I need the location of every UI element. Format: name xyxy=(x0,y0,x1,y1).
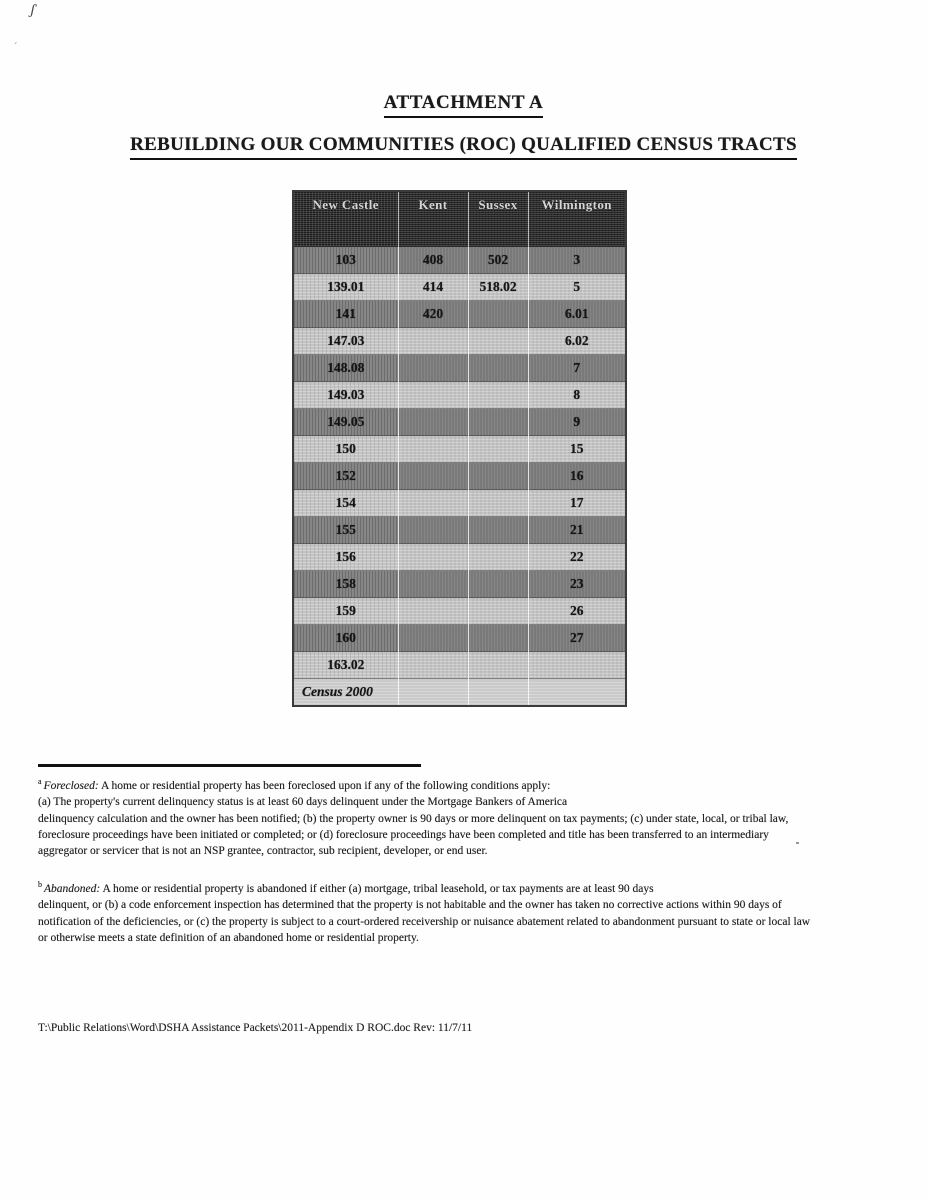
tract-cell: 5 xyxy=(528,274,626,301)
tract-cell xyxy=(468,598,528,625)
tract-cell: 150 xyxy=(293,436,398,463)
tract-cell: 26 xyxy=(528,598,626,625)
tract-cell: 17 xyxy=(528,490,626,517)
tract-cell xyxy=(398,463,468,490)
scan-artifact: ˊ xyxy=(14,42,18,53)
tract-cell: 148.08 xyxy=(293,355,398,382)
tract-cell xyxy=(468,490,528,517)
footnote-line: or otherwise meets a state definition of an abandoned home or residential property. xyxy=(38,931,419,944)
tract-cell xyxy=(398,409,468,436)
tract-cell xyxy=(468,679,528,707)
footnote-term: Abandoned: xyxy=(44,882,101,895)
footnotes xyxy=(38,774,894,963)
tract-cell xyxy=(398,544,468,571)
tract-cell: 152 xyxy=(293,463,398,490)
footnote-line: delinquency calculation and the owner has been notified; (b) the property owner is 90 days or more delinquent on tax payments; (c) under state, local, or tribal law, xyxy=(38,812,789,825)
tract-cell xyxy=(468,382,528,409)
tract-cell: 408 xyxy=(398,247,468,274)
footnote-separator xyxy=(38,764,421,767)
tract-cell xyxy=(468,436,528,463)
table-row xyxy=(293,301,626,328)
footnote xyxy=(38,877,894,946)
table-row xyxy=(293,625,626,652)
footnote-text: A home or residential property has been foreclosed upon if any of the following conditions apply: xyxy=(98,779,551,792)
footnote-text: A home or residential property is abandoned if either (a) mortgage, tribal leasehold, or tax payments are at least 90 days xyxy=(100,882,654,895)
tract-table-header xyxy=(293,191,626,247)
tract-cell: 155 xyxy=(293,517,398,544)
tract-cell xyxy=(398,328,468,355)
table-row xyxy=(293,355,626,382)
tract-cell: 141 xyxy=(293,301,398,328)
table-row xyxy=(293,382,626,409)
footnote-line: (a) The property's current delinquency status is at least 60 days delinquent under the Mortgage Bankers of America xyxy=(38,796,568,809)
tract-cell: 8 xyxy=(528,382,626,409)
tract-cell: 15 xyxy=(528,436,626,463)
tract-cell xyxy=(398,517,468,544)
table-row xyxy=(293,652,626,679)
tract-cell xyxy=(398,355,468,382)
scan-artifact: ʃ̍ xyxy=(28,1,35,19)
tract-cell xyxy=(468,652,528,679)
footnote-term: Foreclosed: xyxy=(43,779,99,792)
tract-cell xyxy=(468,517,528,544)
tract-cell: 139.01 xyxy=(293,274,398,301)
tract-cell: 149.05 xyxy=(293,409,398,436)
tract-cell xyxy=(398,598,468,625)
footnote-line: foreclosure proceedings have been initiated or completed; or (d) foreclosure proceedings have been completed and title has been transferred to an intermediary xyxy=(38,829,769,842)
tract-cell xyxy=(398,679,468,707)
tract-table-body xyxy=(293,247,626,707)
tract-cell xyxy=(468,544,528,571)
tract-cell xyxy=(528,652,626,679)
tract-cell xyxy=(468,328,528,355)
table-row xyxy=(293,571,626,598)
column-header: New Castle xyxy=(293,191,398,247)
page-subtitle: REBUILDING OUR COMMUNITIES (ROC) QUALIFIED CENSUS TRACTS xyxy=(0,134,927,160)
tract-cell: 22 xyxy=(528,544,626,571)
tract-cell: 21 xyxy=(528,517,626,544)
source-note-row xyxy=(293,679,626,707)
tract-cell xyxy=(398,490,468,517)
tract-cell xyxy=(398,571,468,598)
tract-cell: 414 xyxy=(398,274,468,301)
table-row xyxy=(293,517,626,544)
tract-cell: 158 xyxy=(293,571,398,598)
column-header: Kent xyxy=(398,191,468,247)
tract-cell: 27 xyxy=(528,625,626,652)
footnote-marker: a xyxy=(38,777,42,786)
column-header: Wilmington xyxy=(528,191,626,247)
tract-cell: 420 xyxy=(398,301,468,328)
tract-cell: 154 xyxy=(293,490,398,517)
table-row xyxy=(293,409,626,436)
tract-cell: 3 xyxy=(528,247,626,274)
tract-cell xyxy=(398,652,468,679)
tract-cell xyxy=(468,571,528,598)
source-note: Census 2000 xyxy=(293,679,398,707)
table-row xyxy=(293,544,626,571)
tract-cell: 156 xyxy=(293,544,398,571)
table-row xyxy=(293,274,626,301)
footnote-line: delinquent, or (b) a code enforcement inspection has determined that the property is not habitable and the owner has taken no corrective actions within 90 days of xyxy=(38,899,782,912)
tract-cell xyxy=(468,463,528,490)
tract-cell xyxy=(528,679,626,707)
tract-cell xyxy=(468,355,528,382)
footnote-line xyxy=(38,877,894,897)
tract-cell xyxy=(468,625,528,652)
tract-cell: 160 xyxy=(293,625,398,652)
header-row xyxy=(293,191,626,247)
table-row xyxy=(293,328,626,355)
footnote-marker: b xyxy=(38,879,42,889)
tract-cell: 23 xyxy=(528,571,626,598)
tract-cell xyxy=(398,625,468,652)
tract-cell: 518.02 xyxy=(468,274,528,301)
tract-cell: 149.03 xyxy=(293,382,398,409)
table-row xyxy=(293,436,626,463)
page-title: ATTACHMENT A xyxy=(0,92,927,118)
tract-cell: 502 xyxy=(468,247,528,274)
census-tract-table xyxy=(292,190,627,707)
tract-cell: 147.03 xyxy=(293,328,398,355)
tract-cell: 6.01 xyxy=(528,301,626,328)
file-path-footer: T:\Public Relations\Word\DSHA Assistance Packets\2011-Appendix D ROC.doc Rev: 11/7/11 xyxy=(38,1022,473,1034)
tract-cell: 16 xyxy=(528,463,626,490)
column-header: Sussex xyxy=(468,191,528,247)
tract-cell xyxy=(468,301,528,328)
tract-cell: 7 xyxy=(528,355,626,382)
tract-cell xyxy=(398,436,468,463)
tract-cell: 103 xyxy=(293,247,398,274)
table-row xyxy=(293,463,626,490)
tract-cell: 6.02 xyxy=(528,328,626,355)
footnote-line: aggregator or servicer that is not an NSP grantee, contractor, sub recipient, developer, or end user. xyxy=(38,845,488,858)
footnote-line: notification of the deficiencies, or (c) the property is subject to a court-ordered receivership or nuisance abatement related to abandonment pursuant to state or local law xyxy=(38,915,811,928)
footnote-line xyxy=(38,774,894,794)
tract-cell: 9 xyxy=(528,409,626,436)
footnote xyxy=(38,774,894,860)
table-row xyxy=(293,247,626,274)
table-row xyxy=(293,490,626,517)
tract-cell: 163.02 xyxy=(293,652,398,679)
tract-cell xyxy=(398,382,468,409)
table-row xyxy=(293,598,626,625)
tract-cell: 159 xyxy=(293,598,398,625)
tract-cell xyxy=(468,409,528,436)
